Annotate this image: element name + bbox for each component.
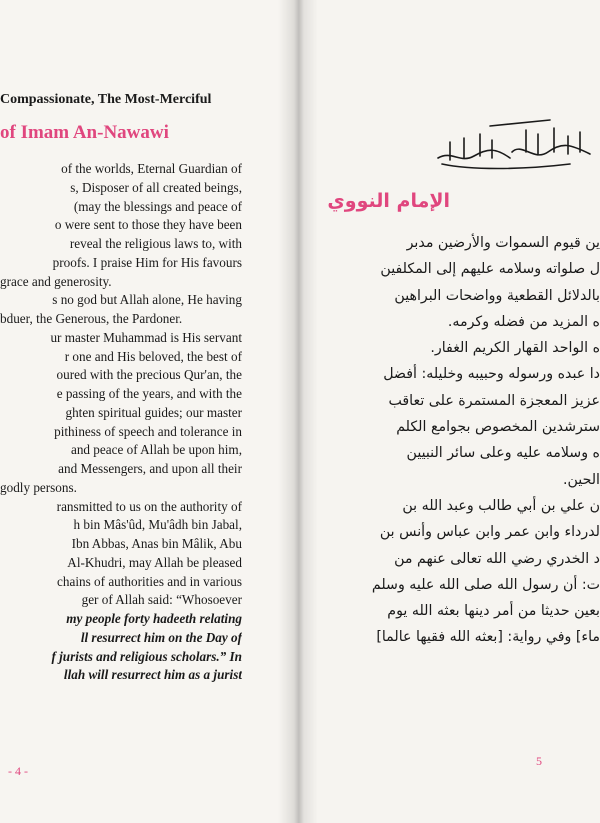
arabic-text-line: سترشدين المخصوص بجوامع الكلم bbox=[396, 419, 600, 436]
arabic-text-line: الحين. bbox=[562, 471, 600, 488]
english-text-line: of the worlds, Eternal Guardian of bbox=[61, 161, 242, 176]
english-text-line: godly persons. bbox=[0, 479, 77, 495]
english-text-line: ger of Allah said: “Whosoever bbox=[81, 592, 242, 608]
english-text-line: oured with the precious Qur'an, the bbox=[56, 367, 242, 383]
english-text-line: reveal the religious laws to, with bbox=[69, 236, 242, 251]
english-text-line: Al-Khudri, may Allah be pleased bbox=[67, 554, 242, 570]
book-gutter-shadow bbox=[278, 0, 318, 823]
arabic-text-line: د الخدري رضي الله تعالى عنهم من bbox=[394, 550, 600, 567]
english-text-line: s no god but Allah alone, He having bbox=[52, 292, 242, 308]
english-text-line: ll resurrect him on the Day of bbox=[80, 629, 242, 645]
arabic-text-line: ين قيوم السموات والأرضين مدبر bbox=[406, 235, 600, 251]
english-text-line: grace and generosity. bbox=[0, 273, 112, 289]
arabic-text-line: ماء] وفي رواية: [بعثه الله فقيها عالما] bbox=[376, 629, 600, 646]
english-text-line: ransmitted to us on the authority of bbox=[56, 498, 242, 514]
right-page-arabic bbox=[292, 0, 600, 823]
arabic-text-body bbox=[352, 230, 600, 651]
english-text-line: and peace of Allah be upon him, bbox=[70, 442, 242, 458]
arabic-text-line: بالدلائل القطعية وواضحات البراهين bbox=[394, 287, 600, 304]
arabic-text-line: ه وسلامه عليه وعلى سائر النبيين bbox=[406, 445, 600, 462]
english-text-line: s, Disposer of all created beings, bbox=[70, 179, 242, 195]
arabic-text-line: لدرداء وابن عمر وابن عباس وأنس بن bbox=[379, 524, 600, 541]
english-text-line: Ibn Abbas, Anas bin Mâlik, Abu bbox=[71, 536, 242, 551]
right-page-number: 5 bbox=[536, 754, 542, 768]
left-page-heading: of Imam An-Nawawi bbox=[0, 122, 169, 143]
bismillah-calligraphy bbox=[430, 112, 600, 174]
english-text-line: bduer, the Generous, the Pardoner. bbox=[0, 311, 183, 326]
arabic-text-line: عزيز المعجزة المستمرة على تعاقب bbox=[388, 392, 600, 409]
english-text-line: h bin Mâs'ûd, Mu'âdh bin Jabal, bbox=[73, 517, 242, 533]
english-text-line: proofs. I praise Him for His favours bbox=[52, 254, 242, 270]
arabic-text-line: بعين حديثا من أمر دينها بعثه الله يوم bbox=[387, 603, 600, 620]
left-page-number: - 4 - bbox=[8, 764, 28, 778]
english-text-line: and Messengers, and upon all their bbox=[58, 461, 242, 476]
english-text-line: (may the blessings and peace of bbox=[73, 198, 242, 214]
arabic-text-line: ن علي بن أبي طالب وعبد الله بن bbox=[402, 497, 600, 514]
english-text-body bbox=[0, 160, 242, 685]
english-text-line: ghten spiritual guides; our master bbox=[65, 404, 242, 420]
arabic-text-line: دا عبده ورسوله وحبيبه وخليله: أفضل bbox=[383, 366, 600, 383]
arabic-text-line: ت: أن رسول الله صلى الله عليه وسلم bbox=[371, 576, 600, 593]
english-text-line: my people forty hadeeth relating bbox=[66, 611, 242, 626]
svg-text:بسم الله الرحمن الرحيم: بسم الله الرحمن الرحيم bbox=[509, 172, 521, 173]
english-text-line: r one and His beloved, the best of bbox=[64, 348, 242, 364]
english-text-line: ur master Muhammad is His servant bbox=[50, 329, 242, 345]
left-page-english bbox=[0, 0, 292, 823]
english-text-line: o were sent to those they have been bbox=[54, 217, 242, 233]
arabic-text-line: ل صلواته وسلامه عليهم إلى المكلفين bbox=[380, 261, 600, 278]
arabic-text-line: ه الواحد القهار الكريم الغفار. bbox=[430, 340, 600, 357]
english-text-line: pithiness of speech and tolerance in bbox=[54, 423, 242, 439]
right-page-heading: الإمام النووي bbox=[327, 190, 450, 212]
english-text-line: f jurists and religious scholars.” In bbox=[51, 648, 242, 664]
arabic-text-line: ه المزيد من فضله وكرمه. bbox=[447, 313, 600, 330]
bismillah-english-line: Compassionate, The Most-Merciful bbox=[0, 92, 212, 107]
english-text-line: chains of authorities and in various bbox=[57, 573, 242, 589]
english-text-line: llah will resurrect him as a jurist bbox=[63, 667, 242, 683]
english-text-line: e passing of the years, and with the bbox=[56, 386, 242, 401]
